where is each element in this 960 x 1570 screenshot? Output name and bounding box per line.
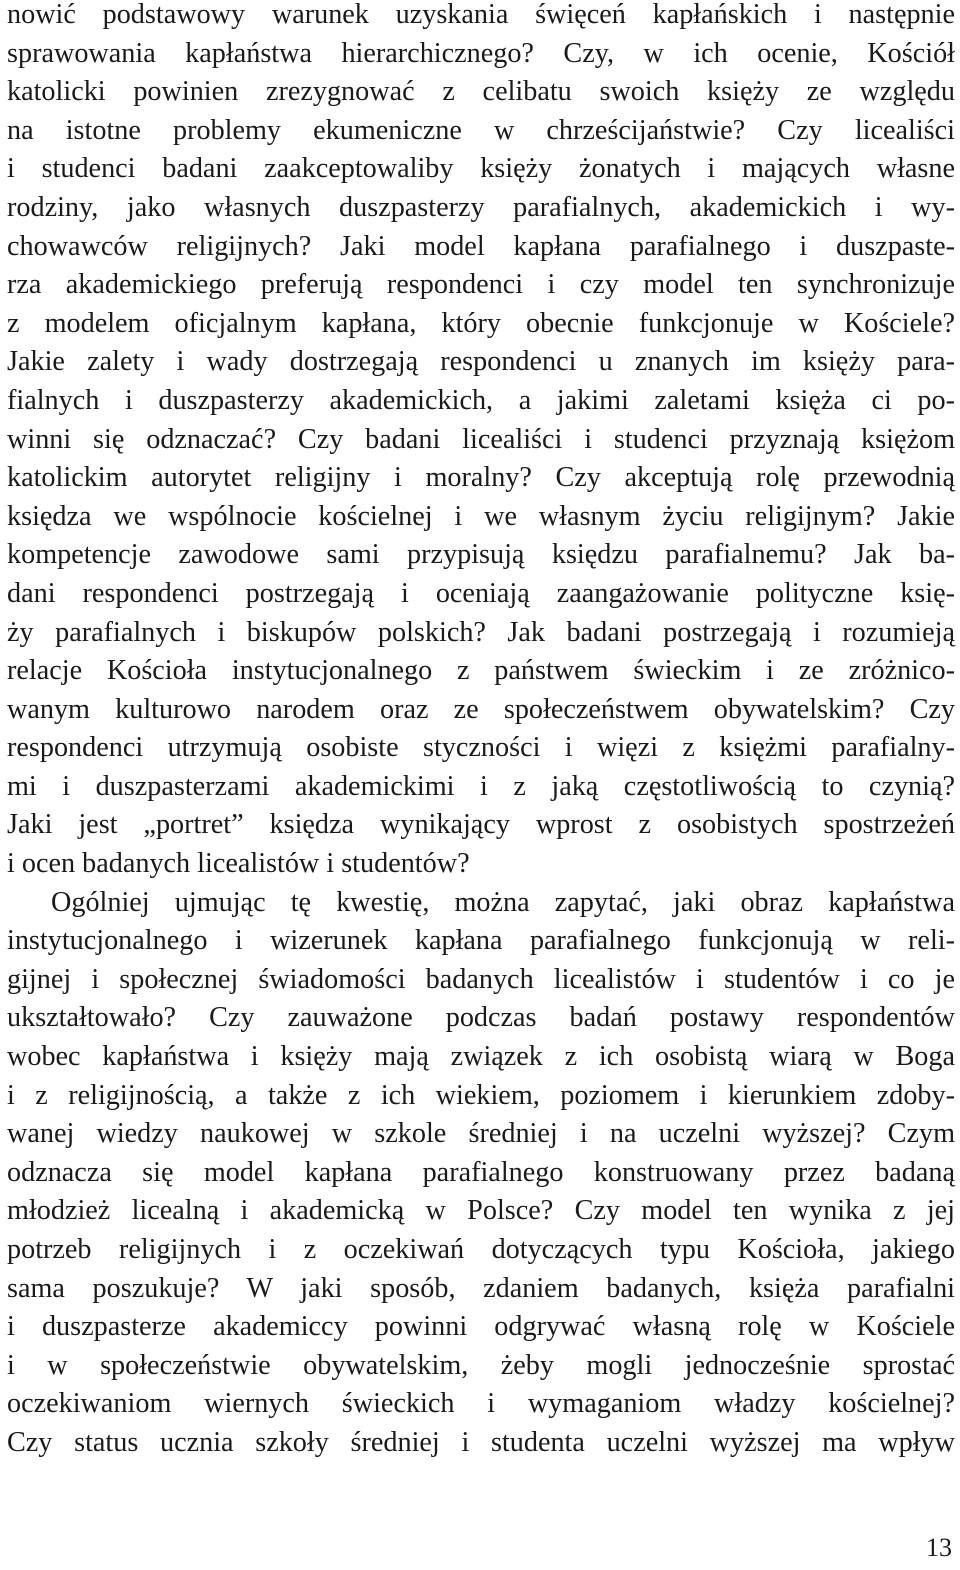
text-line: winni się odznaczać? Czy badani licealiści i studenci przyznają księżom (7, 423, 955, 455)
text-line: ukształtowało? Czy zauważone podczas badań postawy respondentów (7, 1002, 955, 1034)
text-line: z modelem oficjalnym kapłana, który obecnie funkcjonuje w Kościele? (7, 307, 955, 339)
text-line: oczekiwaniom wiernych świeckich i wymaganiom władzy kościelnej? (7, 1388, 955, 1420)
text-line: księdza we wspólnocie kościelnej i we własnym życiu religijnym? Jakie (7, 500, 955, 532)
text-line: respondenci utrzymują osobiste styczności i więzi z księżmi parafialny- (7, 732, 955, 764)
page-number: 13 (926, 1533, 952, 1562)
text-line: Czy status ucznia szkoły średniej i studenta uczelni wyższej ma wpływ (7, 1426, 955, 1458)
text-line: instytucjonalnego i wizerunek kapłana parafialnego funkcjonują w reli- (7, 925, 955, 957)
text-line: i duszpasterze akademiccy powinni odgrywać własną rolę w Kościele (7, 1311, 955, 1343)
text-line: rza akademickiego preferują respondenci i czy model ten synchronizuje (7, 269, 955, 301)
text-line: potrzeb religijnych i z oczekiwań dotyczących typu Kościoła, jakiego (7, 1234, 955, 1265)
text-line: mi i duszpasterzami akademickimi i z jaką częstotliwością to czynią? (7, 770, 955, 802)
text-line: i ocen badanych licealistów i studentów? (7, 848, 470, 880)
text-line: wanej wiedzy naukowej w szkole średniej i na uczelni wyższej? Czym (7, 1118, 955, 1150)
text-line: sama poszukuje? W jaki sposób, zdaniem badanych, księża parafialni (7, 1272, 955, 1304)
text-line: i z religijnością, a także z ich wiekiem, poziomem i kierunkiem zdoby- (7, 1079, 955, 1111)
text-line: Jaki jest „portret” księdza wynikający wprost z osobistych spostrzeżeń (7, 809, 955, 841)
paragraph-first-line: Ogólniej ujmując tę kwestię, można zapytać, jaki obraz kapłaństwa (51, 886, 955, 918)
text-line: na istotne problemy ekumeniczne w chrześcijaństwie? Czy licealiści (7, 114, 955, 146)
text-line: wanym kulturowo narodem oraz ze społeczeństwem obywatelskim? Czy (7, 693, 955, 725)
text-line: nowić podstawowy warunek uzyskania święceń kapłańskich i następnie (7, 0, 955, 30)
text-line: Jakie zalety i wady dostrzegają respondenci u znanych im księży para- (7, 346, 955, 378)
text-line: i w społeczeństwie obywatelskim, żeby mogli jednocześnie sprostać (7, 1349, 955, 1381)
text-line: katolicki powinien zrezygnować z celibatu swoich księży ze względu (7, 76, 955, 108)
text-line: dani respondenci postrzegają i oceniają zaangażowanie polityczne księ- (7, 577, 955, 609)
text-line: katolickim autorytet religijny i moralny? Czy akceptują rolę przewodnią (7, 462, 955, 494)
body-text (7, 0, 955, 1463)
text-line: odznacza się model kapłana parafialnego konstruowany przez badaną (7, 1156, 955, 1188)
text-line: gijnej i społecznej świadomości badanych licealistów i studentów i co je (7, 963, 955, 995)
text-line: ży parafialnych i biskupów polskich? Jak badani postrzegają i rozumieją (7, 616, 955, 648)
text-line: relacje Kościoła instytucjonalnego z państwem świeckim i ze zróżnico- (7, 655, 955, 687)
text-line: kompetencje zawodowe sami przypisują księdzu parafialnemu? Jak ba- (7, 539, 955, 571)
text-line: sprawowania kapłaństwa hierarchicznego? Czy, w ich ocenie, Kościół (7, 37, 955, 69)
text-line: chowawców religijnych? Jaki model kapłana parafialnego i duszpaste- (7, 230, 955, 262)
text-line: rodziny, jako własnych duszpasterzy parafialnych, akademickich i wy- (7, 191, 955, 223)
text-line: wobec kapłaństwa i księży mają związek z ich osobistą wiarą w Boga (7, 1041, 955, 1073)
text-line: fialnych i duszpasterzy akademickich, a jakimi zaletami księża ci po- (7, 384, 955, 416)
text-line: i studenci badani zaakceptowaliby księży żonatych i mających własne (7, 153, 955, 185)
text-line: młodzież licealną i akademicką w Polsce? Czy model ten wynika z jej (7, 1195, 955, 1227)
